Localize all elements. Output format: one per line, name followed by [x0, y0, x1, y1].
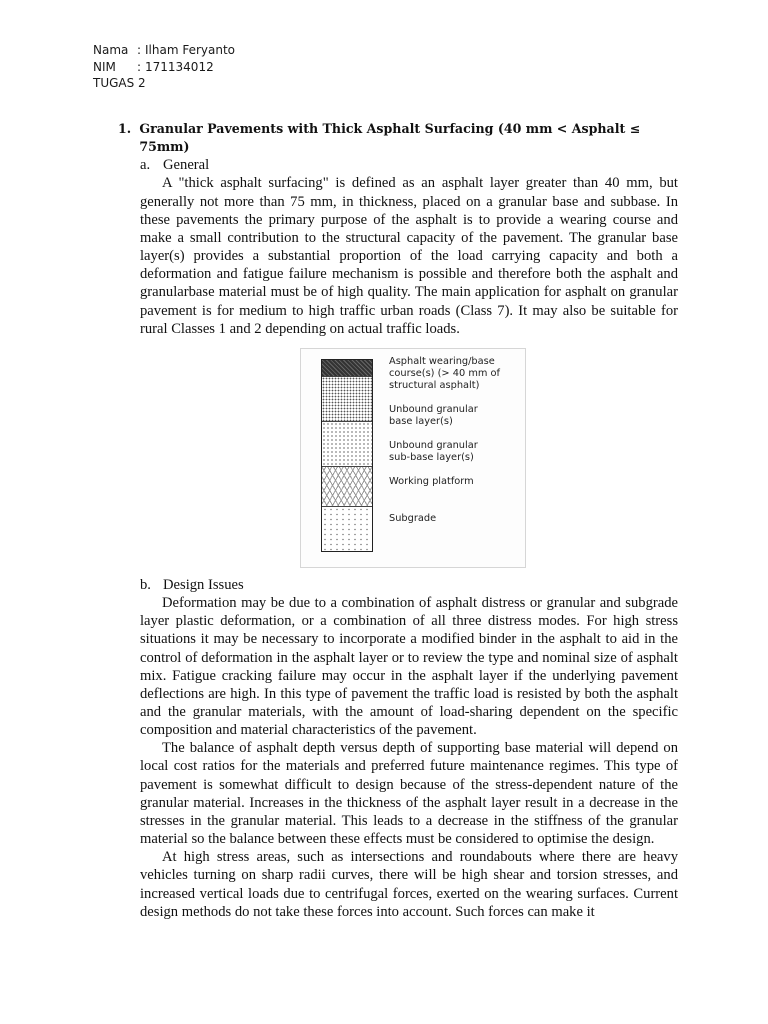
name-value: Ilham Feryanto	[145, 43, 236, 57]
paragraph: The balance of asphalt depth versus depth of supporting base material will depend on local cost ratios for the materials and preferred future maintenance regimes. This type of pavement is somewhat difficult to design because of the stress-dependent nature of the granular material. Increases in the thickness of the asphalt layer result in a decrease in the stresses in the granular material. This leads to a decrease in the stiffness of the granular material so the balance between these effects must be considered to optimise the design.	[140, 740, 678, 848]
name-separator: :	[137, 43, 142, 57]
subbase-layer-label: Unbound granular sub-base layer(s)	[389, 439, 478, 463]
section-heading	[118, 120, 678, 156]
paragraph: At high stress areas, such as intersections and roundabouts where there are heavy vehicles turning on sharp radii curves, there will be high shear and torsion stresses, and increased vertical loads due to centrifugal forces, exerted on the wearing surfaces. Current design methods do not take these forces into account. Such forces can make it	[140, 849, 678, 920]
section-title: Granular Pavements with Thick Asphalt Surfacing (40 mm < Asphalt ≤ 75mm)	[139, 121, 641, 155]
pavement-cross-section	[321, 359, 373, 552]
base-layer-label: Unbound granular base layer(s)	[389, 403, 478, 427]
pavement-layer-figure	[300, 348, 526, 568]
task-label: TUGAS 2	[93, 76, 146, 90]
subsection-a-title: General	[163, 157, 210, 174]
task-row	[93, 75, 235, 92]
nim-label: NIM	[93, 59, 116, 74]
granular-base-layer	[322, 377, 372, 422]
subsection-b-text	[140, 594, 678, 921]
paragraph: Deformation may be due to a combination of asphalt distress or granular and subgrade layer plastic deformation, or a combination of all three distress modes. For high stress situations it may be necessary to incorporate a modified binder in the asphalt to aid in the control of deformation in the asphalt layer or to review the type and nominal size of asphalt mix. Fatigue cracking failure may occur in the asphalt layer if the underlying pavement deflections are high. In this type of pavement the traffic load is resisted by both the asphalt and the granular materials, with the amount of load-sharing dependent on the specific composition and material characteristics of the pavement.	[140, 595, 678, 739]
subgrade-label: Subgrade	[389, 512, 437, 524]
paragraph: A "thick asphalt surfacing" is defined as an asphalt layer greater than 40 mm, but generally not more than 75 mm, in thickness, placed on a granular base and subbase. In these pavements the primary purpose of the asphalt is to provide a wearing course and make a small contribution to the structural capacity of the pavement. The granular base layer(s) provides a substantial proportion of the load carrying capacity and both a deformation and fatigue failure mechanism is possible and therefore both the asphalt and granularbase material must be of high quality. The main application for asphalt on granular pavement is for medium to high traffic urban roads (Class 7). It may also be suitable for rural Classes 1 and 2 depending on actual traffic loads.	[140, 175, 678, 337]
subsection-b-letter: b.	[140, 576, 151, 593]
asphalt-layer-label: Asphalt wearing/base course(s) (> 40 mm of structural asphalt)	[389, 355, 500, 391]
subgrade-layer	[322, 507, 372, 551]
student-header	[93, 42, 235, 92]
document-body	[118, 120, 678, 921]
section-number: 1.	[118, 121, 132, 136]
nim-value: 171134012	[145, 59, 214, 74]
asphalt-layer	[322, 360, 372, 377]
working-platform-layer	[322, 467, 372, 507]
subsection-a-letter: a.	[140, 157, 151, 174]
subsection-b-title: Design Issues	[163, 576, 244, 593]
granular-subbase-layer	[322, 422, 372, 467]
nim-separator: :	[137, 59, 142, 74]
name-label: Nama	[93, 43, 129, 57]
subsection-a-text	[140, 174, 678, 337]
working-platform-label: Working platform	[389, 475, 474, 487]
subsection-b-heading	[118, 576, 678, 594]
name-row	[93, 42, 235, 59]
subsection-a-heading	[118, 156, 678, 174]
nim-row	[93, 59, 235, 76]
